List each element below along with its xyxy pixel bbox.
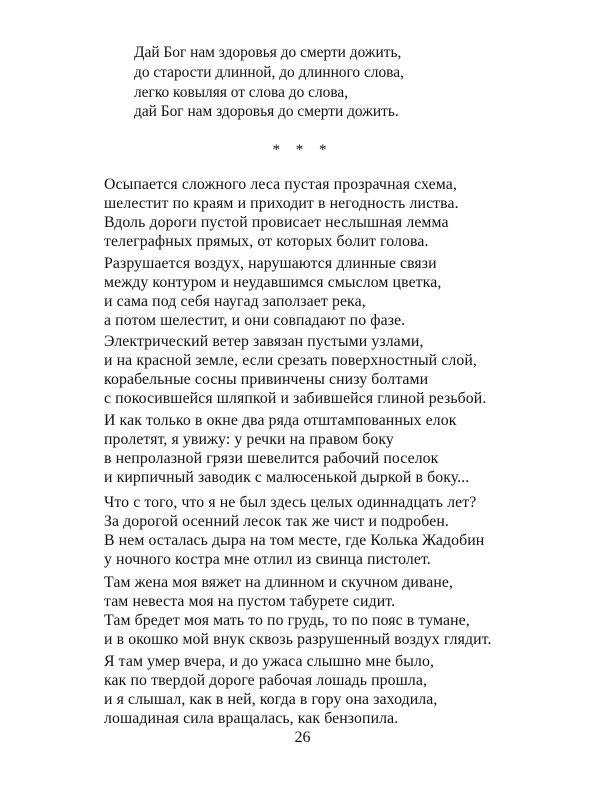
verse-line: и кирпичный заводик с малюсенькой дыркой в боку... — [104, 469, 470, 486]
verse-line: Разрушается воздух, нарушаются длинные связи — [104, 255, 437, 272]
verse-line: и в окошко мой внук сквозь разрушенный воздух глядит. — [104, 631, 492, 648]
verse-line: между контуром и неудавшимся смыслом цветка, — [104, 274, 442, 291]
verse-line: Дай Бог нам здоровья до смерти дожить, — [134, 44, 402, 61]
verse-line: Вдоль дороги пустой провисает неслышная лемма — [104, 214, 449, 231]
verse-line: до старости длинной, до длинного слова, — [134, 63, 404, 81]
stanza-6 — [104, 573, 492, 649]
stanza-3 — [104, 332, 486, 408]
stanza-7 — [104, 652, 437, 728]
verse-line: В нем осталась дыра на том месте, где Колька Жадобин — [104, 532, 485, 549]
verse-line: Там бредет моя мать то по грудь, то по пояс в тумане, — [104, 612, 470, 629]
stanza-5 — [104, 493, 484, 569]
verse-line: лошадиная сила вращалась, как бензопила. — [104, 710, 399, 727]
verse-line: Электрический ветер завязан пустыми узлами, — [104, 333, 424, 350]
verse-line: и на красной земле, если срезать поверхностный слой, — [104, 352, 477, 369]
verse-line: пролетят, я увижу: у речки на правом боку — [104, 431, 394, 448]
stanza-4 — [104, 411, 469, 487]
verse-line: Осыпается сложного леса пустая прозрачная схема, — [104, 176, 457, 193]
stanza-intro — [134, 43, 404, 122]
verse-line: корабельные сосны привинчены снизу болтами — [104, 371, 429, 388]
verse-line: у ночного костра мне отлил из свинца пистолет. — [104, 551, 431, 568]
verse-line: с покосившейся шляпкой и забившейся глиной резьбой. — [104, 390, 487, 407]
verse-line: Там жена моя вяжет на длинном и скучном диване, — [104, 574, 454, 591]
section-separator: * * * — [272, 142, 333, 158]
stanza-1 — [104, 175, 459, 251]
verse-line: там невеста моя на пустом табурете сидит. — [104, 593, 396, 610]
verse-line: и сама под себя наугад заползает река, — [104, 293, 366, 310]
verse-line: И как только в окне два ряда отштампованных елок — [104, 412, 457, 429]
verse-line: в непролазной грязи шевелится рабочий поселок — [104, 450, 439, 467]
verse-line: телеграфных прямых, от которых болит голова. — [104, 233, 429, 250]
verse-line: как по твердой дороге рабочая лошадь прошла, — [104, 672, 428, 689]
verse-line: шелестит по краям и приходит в негодность листва. — [104, 195, 459, 212]
page-number: 26 — [294, 729, 311, 746]
verse-line: а потом шелестит, и они совпадают по фазе. — [104, 312, 406, 329]
verse-line: Что с того, что я не был здесь целых одиннадцать лет? — [104, 494, 477, 511]
stanza-2 — [104, 254, 441, 330]
verse-line: и я слышал, как в ней, когда в гору она заходила, — [104, 691, 438, 708]
verse-line: дай Бог нам здоровья до смерти дожить. — [134, 103, 399, 121]
verse-line: Я там умер вчера, и до ужаса слышно мне было, — [104, 653, 435, 670]
verse-line: За дорогой осенний лесок так же чист и подробен. — [104, 513, 449, 530]
verse-line: легко ковыляя от слова до слова, — [134, 83, 349, 101]
